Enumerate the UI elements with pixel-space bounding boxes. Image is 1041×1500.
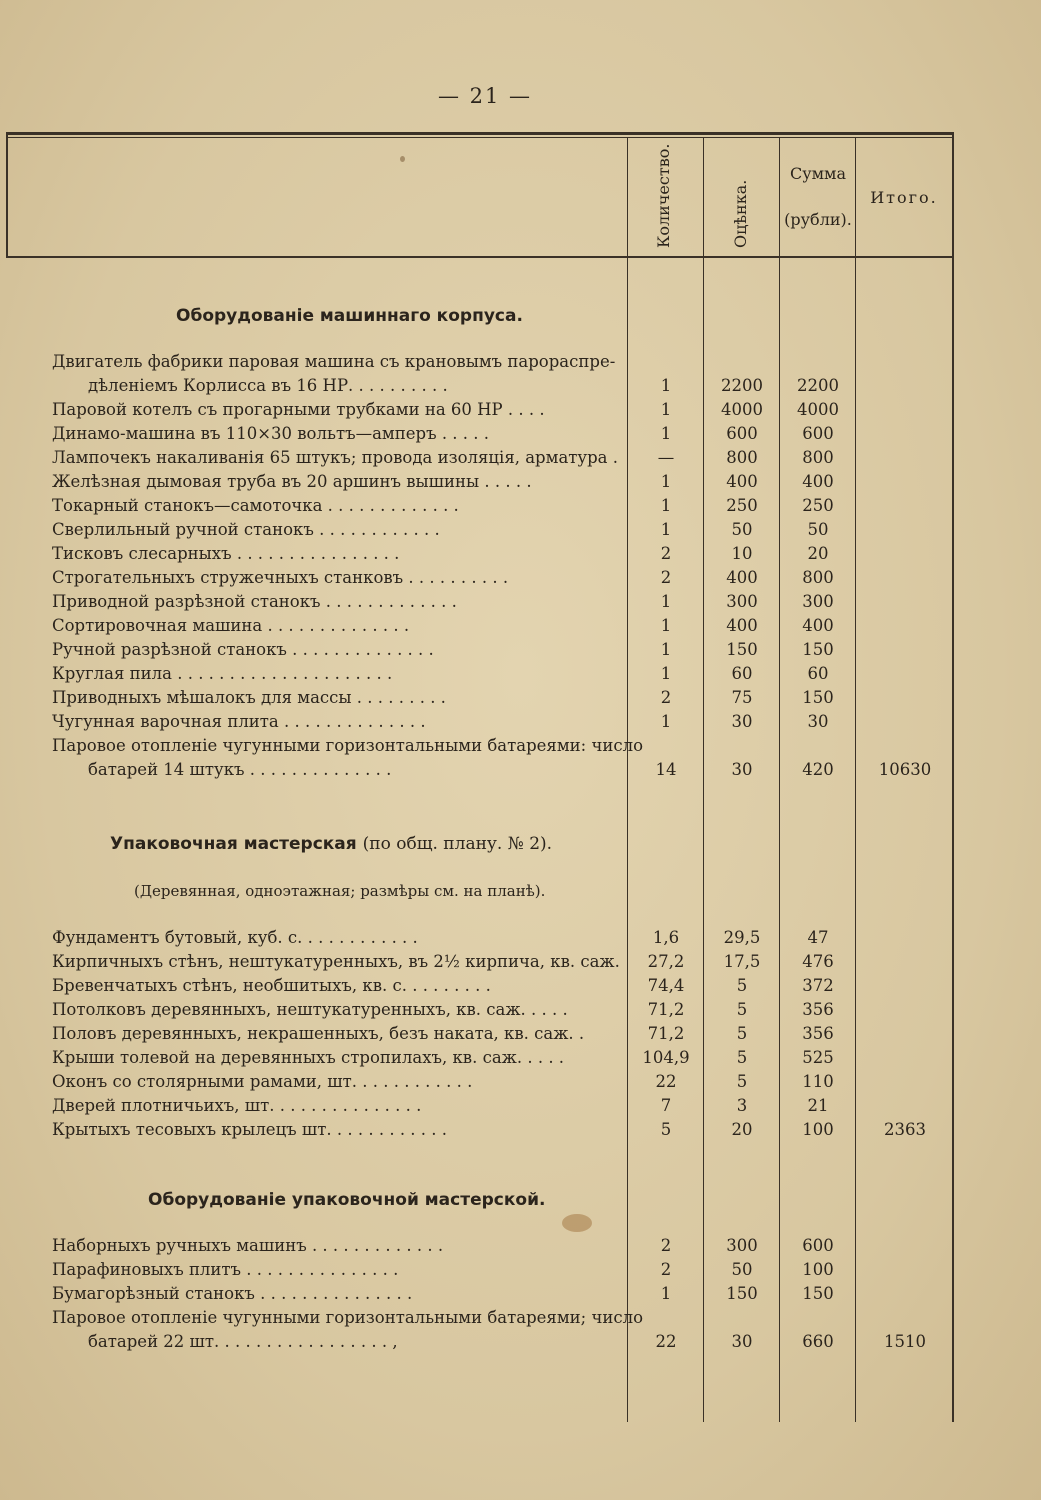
item-description: Токарный станокъ—самоточка . . . . . . . . . . . . . [52, 496, 459, 515]
item-description: Двигатель фабрики паровая машина съ крановымъ парораспре- [52, 352, 616, 371]
item-description: Динамо-машина въ 110×30 вольтъ—амперъ . . . . . [52, 424, 490, 443]
table-row [0, 976, 952, 1000]
item-description: Приводныхъ мѣшалокъ для массы . . . . . . . . . [52, 688, 446, 707]
item-description: Желѣзная дымовая труба въ 20 аршинъ вышины . . . . . [52, 472, 532, 491]
table-row [0, 1072, 952, 1096]
item-description: Лампочекъ накаливанія 65 штукъ; провода изоляція, арматура . [52, 448, 619, 467]
item-estimate: 5 [736, 976, 748, 995]
item-quantity: 2 [660, 688, 672, 707]
item-estimate: 4000 [721, 400, 763, 419]
item-sum: 250 [802, 496, 834, 515]
table-row [0, 1048, 952, 1072]
item-description: Бумагорѣзный станокъ . . . . . . . . . . . . . . . [52, 1284, 413, 1303]
item-sum: 525 [802, 1048, 834, 1067]
item-sum: 47 [807, 928, 829, 947]
item-quantity: 1 [660, 1284, 672, 1303]
item-estimate: 400 [726, 568, 758, 587]
header-quantity: Количество. [654, 143, 673, 248]
table-row [0, 1260, 952, 1284]
item-quantity: 1 [660, 616, 672, 635]
item-estimate: 150 [726, 1284, 758, 1303]
item-description: Круглая пила . . . . . . . . . . . . . . . . . . . . . [52, 664, 393, 683]
table-row [0, 664, 952, 688]
item-quantity: 1 [660, 712, 672, 731]
item-quantity: 2 [660, 1236, 672, 1255]
item-sum: 150 [802, 1284, 834, 1303]
item-sum: 420 [802, 760, 834, 779]
item-description: Приводной разрѣзной станокъ . . . . . . . . . . . . . [52, 592, 457, 611]
item-description: дѣленіемъ Корлисса въ 16 НР. . . . . . . . . . [88, 376, 448, 395]
item-description: Дверей плотничьихъ, шт. . . . . . . . . . . . . . . [52, 1096, 422, 1115]
item-estimate: 50 [731, 520, 753, 539]
item-quantity: 2 [660, 568, 672, 587]
item-sum: 372 [802, 976, 834, 995]
header-estimate: Оцѣнка. [731, 179, 750, 248]
item-description: Сверлильный ручной станокъ . . . . . . . . . . . . [52, 520, 440, 539]
item-description: Паровой котелъ съ прогарными трубками на 60 НР . . . . [52, 400, 545, 419]
item-estimate: 400 [726, 472, 758, 491]
section-subtitle: (Деревянная, одноэтажная; размѣры см. на планѣ). [134, 882, 546, 900]
item-description: Крыши толевой на деревянныхъ стропилахъ, кв. саж. . . . . [52, 1048, 565, 1067]
item-estimate: 75 [731, 688, 753, 707]
item-quantity: 1 [660, 664, 672, 683]
item-estimate: 30 [731, 760, 753, 779]
item-quantity: 27,2 [647, 952, 685, 971]
item-sum: 60 [807, 664, 829, 683]
item-description: Потолковъ деревянныхъ, нештукатуренныхъ, кв. саж. . . . . [52, 1000, 568, 1019]
item-quantity: 71,2 [647, 1000, 685, 1019]
item-description: Сортировочная машина . . . . . . . . . . . . . . [52, 616, 410, 635]
item-estimate: 150 [726, 640, 758, 659]
item-estimate: 30 [731, 1332, 753, 1351]
table-row [0, 544, 952, 568]
section-title [176, 306, 523, 326]
item-description: Фундаментъ бутовый, куб. с. . . . . . . . . . . . [52, 928, 418, 947]
item-quantity: 22 [655, 1072, 677, 1091]
item-estimate: 800 [726, 448, 758, 467]
item-description: батарей 14 штукъ . . . . . . . . . . . . . . [88, 760, 392, 779]
item-quantity: 1,6 [652, 928, 680, 947]
item-quantity: 1 [660, 640, 672, 659]
item-sum: 300 [802, 592, 834, 611]
item-quantity: 1 [660, 496, 672, 515]
section-title-text: Упаковочная мастерская [110, 834, 357, 854]
item-sum: 600 [802, 424, 834, 443]
item-sum: 800 [802, 568, 834, 587]
item-description: батарей 22 шт. . . . . . . . . . . . . . . . . , [88, 1332, 398, 1351]
item-sum: 400 [802, 616, 834, 635]
table-top-rule [6, 132, 954, 135]
item-estimate: 400 [726, 616, 758, 635]
item-sum: 356 [802, 1000, 834, 1019]
table-row [0, 712, 952, 736]
item-quantity: 1 [660, 520, 672, 539]
table-row [0, 352, 952, 400]
item-sum: 110 [802, 1072, 834, 1091]
item-quantity: 1 [660, 472, 672, 491]
item-quantity: 2 [660, 1260, 672, 1279]
item-sum: 50 [807, 520, 829, 539]
item-estimate: 29,5 [723, 928, 761, 947]
item-quantity: — [657, 448, 675, 467]
item-quantity: 104,9 [642, 1048, 690, 1067]
table-row [0, 1120, 952, 1144]
table-row [0, 616, 952, 640]
header-sum-line1: Сумма [789, 164, 847, 183]
table-header-bottom-rule [6, 256, 954, 258]
item-quantity: 14 [655, 760, 677, 779]
item-description: Ручной разрѣзной станокъ . . . . . . . . . . . . . . [52, 640, 434, 659]
item-sum: 800 [802, 448, 834, 467]
section-title-text: Оборудованіе упаковочной мастерской. [148, 1190, 546, 1210]
table-left-border [6, 132, 8, 258]
item-quantity: 7 [660, 1096, 672, 1115]
header-total: Итого. [870, 188, 938, 207]
header-sum-line2: (рубли). [784, 210, 852, 229]
item-estimate: 10 [731, 544, 753, 563]
item-quantity: 71,2 [647, 1024, 685, 1043]
section-total: 2363 [884, 1120, 926, 1139]
item-quantity: 1 [660, 400, 672, 419]
item-description: Паровое отопленіе чугунными горизонтальными батареями; число [52, 1308, 644, 1327]
table-top-rule-thin [6, 137, 954, 138]
item-estimate: 17,5 [723, 952, 761, 971]
table-row [0, 592, 952, 616]
item-estimate: 5 [736, 1072, 748, 1091]
table-row [0, 640, 952, 664]
section-total: 1510 [884, 1332, 926, 1351]
item-description: Строгательныхъ стружечныхъ станковъ . . . . . . . . . . [52, 568, 509, 587]
item-description: Оконъ со столярными рамами, шт. . . . . . . . . . . . [52, 1072, 473, 1091]
table-row [0, 400, 952, 424]
item-estimate: 50 [731, 1260, 753, 1279]
item-description: Паровое отопленіе чугунными горизонтальными батареями: число [52, 736, 644, 755]
table-row [0, 520, 952, 544]
section-title-suffix: (по общ. плану. № 2). [362, 834, 553, 854]
table-row [0, 1236, 952, 1260]
table-row [0, 496, 952, 520]
table-row [0, 1000, 952, 1024]
item-estimate: 300 [726, 1236, 758, 1255]
item-estimate: 300 [726, 592, 758, 611]
section-total: 10630 [878, 760, 932, 779]
table-row [0, 1284, 952, 1308]
section-title [148, 1190, 545, 1210]
item-quantity: 1 [660, 424, 672, 443]
table-row [0, 1096, 952, 1120]
item-estimate: 600 [726, 424, 758, 443]
paper-stain [562, 1214, 592, 1232]
item-quantity: 74,4 [647, 976, 685, 995]
item-sum: 476 [802, 952, 834, 971]
page-number: — 21 — [437, 84, 533, 108]
item-description: Тисковъ слесарныхъ . . . . . . . . . . . . . . . . [52, 544, 400, 563]
item-sum: 150 [802, 640, 834, 659]
table-row [0, 688, 952, 712]
item-sum: 100 [802, 1260, 834, 1279]
section-title-text: Оборудованіе машиннаго корпуса. [176, 306, 523, 326]
table-row [0, 1024, 952, 1048]
table-row [0, 928, 952, 952]
item-description: Чугунная варочная плита . . . . . . . . . . . . . . [52, 712, 426, 731]
table-row [0, 448, 952, 472]
item-quantity: 1 [660, 376, 672, 395]
item-estimate: 5 [736, 1024, 748, 1043]
item-sum: 660 [802, 1332, 834, 1351]
item-estimate: 30 [731, 712, 753, 731]
item-description: Половъ деревянныхъ, некрашенныхъ, безъ наката, кв. саж. . [52, 1024, 585, 1043]
item-quantity: 1 [660, 592, 672, 611]
item-sum: 356 [802, 1024, 834, 1043]
table-row [0, 424, 952, 448]
item-description: Наборныхъ ручныхъ машинъ . . . . . . . . . . . . . [52, 1236, 444, 1255]
item-estimate: 5 [736, 1048, 748, 1067]
item-sum: 2200 [797, 376, 839, 395]
item-sum: 21 [807, 1096, 829, 1115]
item-estimate: 250 [726, 496, 758, 515]
item-description: Крытыхъ тесовыхъ крылецъ шт. . . . . . . . . . . . [52, 1120, 448, 1139]
item-estimate: 2200 [721, 376, 763, 395]
table-row [0, 952, 952, 976]
section-title [110, 834, 552, 854]
table-row [0, 568, 952, 592]
item-quantity: 22 [655, 1332, 677, 1351]
item-sum: 100 [802, 1120, 834, 1139]
item-sum: 600 [802, 1236, 834, 1255]
item-estimate: 5 [736, 1000, 748, 1019]
item-sum: 30 [807, 712, 829, 731]
item-sum: 4000 [797, 400, 839, 419]
item-estimate: 60 [731, 664, 753, 683]
table-row [0, 472, 952, 496]
table-row [0, 1308, 952, 1356]
item-description: Парафиновыхъ плитъ . . . . . . . . . . . . . . . [52, 1260, 399, 1279]
table-right-border [952, 132, 954, 1422]
item-sum: 400 [802, 472, 834, 491]
item-sum: 20 [807, 544, 829, 563]
item-description: Кирпичныхъ стѣнъ, нештукатуренныхъ, въ 2½ кирпича, кв. саж. [52, 952, 620, 971]
table-row [0, 736, 952, 784]
item-quantity: 5 [660, 1120, 672, 1139]
item-estimate: 20 [731, 1120, 753, 1139]
item-estimate: 3 [736, 1096, 748, 1115]
paper-smudge [400, 156, 405, 162]
item-quantity: 2 [660, 544, 672, 563]
item-sum: 150 [802, 688, 834, 707]
item-description: Бревенчатыхъ стѣнъ, необшитыхъ, кв. с. . . . . . . . . [52, 976, 491, 995]
